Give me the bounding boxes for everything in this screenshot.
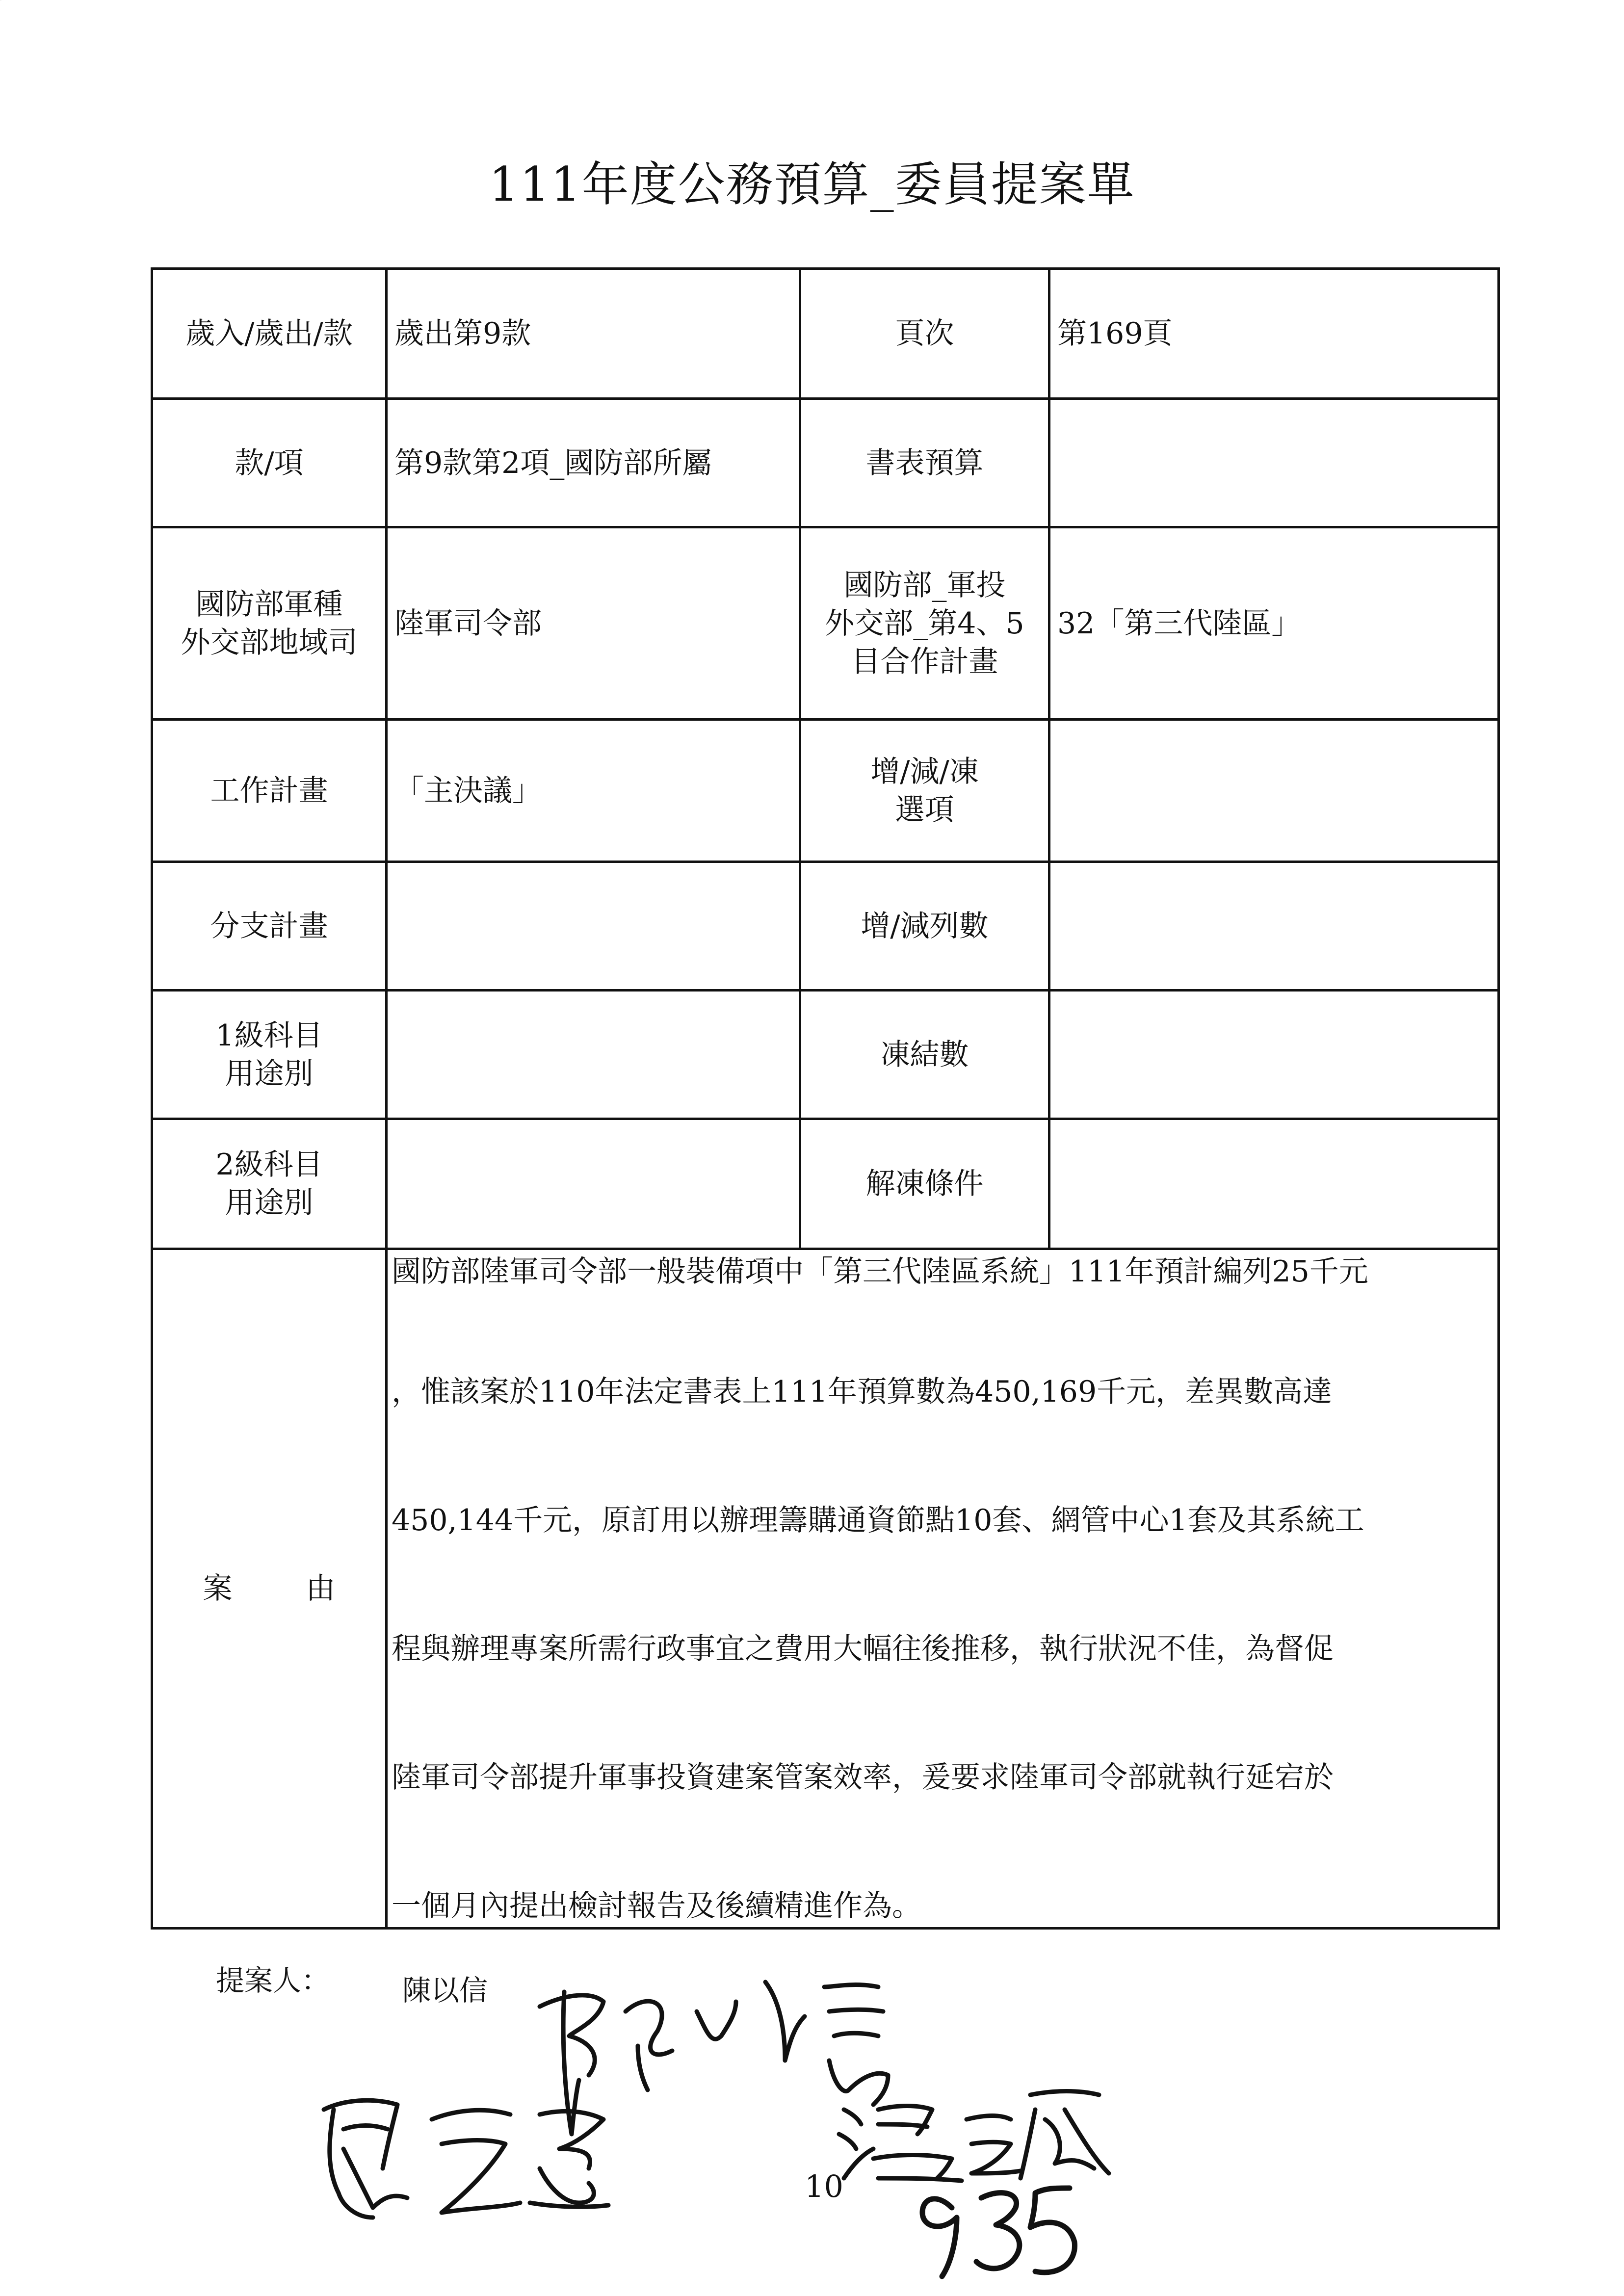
field-label-line: 增/減/凍: [870, 754, 979, 789]
field-value: 「主決議」: [387, 720, 800, 862]
handwritten-number-935: [922, 2188, 1074, 2276]
field-value: 陸軍司令部: [387, 527, 800, 720]
field-label: 分支計畫: [152, 862, 387, 991]
field-label: 歲入/歲出/款: [152, 269, 387, 399]
field-label: 增/減列數: [800, 862, 1049, 991]
page-number: 10: [805, 2168, 843, 2204]
field-label: 款/項: [152, 399, 387, 527]
field-label: 解凍條件: [800, 1119, 1049, 1249]
field-label-line: 用途別: [225, 1056, 314, 1091]
field-label-line: 國防部_軍投: [843, 568, 1006, 602]
field-label-line: 國防部軍種: [195, 587, 343, 622]
field-label-line: 目合作計畫: [851, 644, 998, 679]
proposer-label: 提案人：: [216, 1964, 330, 1997]
signature-wen-yu-hsia: [839, 2091, 1109, 2181]
signature-ma-wen-chun: [324, 2100, 608, 2218]
reason-line: 程與辦理專案所需行政事宜之費用大幅往後推移，執行狀況不佳，為督促: [392, 1632, 1334, 1666]
field-label: 凍結數: [800, 991, 1049, 1119]
field-label-line: 外交部_第4、5: [825, 606, 1024, 641]
reason-line: 陸軍司令部提升軍事投資建案管案效率，爰要求陸軍司令部就執行延宕於: [392, 1760, 1334, 1795]
signature-chen-yi-hsin: [540, 1982, 888, 2134]
proposer-name: 陳以信: [402, 1974, 488, 2007]
reason-line: 一個月內提出檢討報告及後續精進作為。: [392, 1889, 921, 1923]
reason-label-char: 由: [306, 1571, 336, 1606]
reason-label-char: 案: [203, 1571, 233, 1606]
field-label: 書表預算: [800, 399, 1049, 527]
field-label: 頁次: [800, 269, 1049, 399]
field-label-line: 1級科目: [215, 1018, 323, 1053]
field-value: 32「第三代陸區」: [1049, 527, 1499, 720]
field-label: 工作計畫: [152, 720, 387, 862]
field-label-line: 用途別: [225, 1186, 314, 1220]
field-label-line: 2級科目: [215, 1148, 323, 1182]
form-title: 111年度公務預算_委員提案單: [489, 157, 1135, 212]
field-value: 第169頁: [1049, 269, 1499, 399]
field-label-line: 外交部地域司: [181, 625, 358, 660]
field-label-line: 選項: [895, 792, 954, 827]
field-value: 第9款第2項_國防部所屬: [387, 399, 800, 527]
reason-line: 國防部陸軍司令部一般裝備項中「第三代陸區系統」111年預計編列25千元: [392, 1254, 1368, 1289]
reason-line: ，惟該案於110年法定書表上111年預算數為450,169千元，差異數高達: [392, 1375, 1333, 1409]
reason-line: 450,144千元，原訂用以辦理籌購通資節點10套、網管中心1套及其系統工: [392, 1503, 1364, 1538]
field-value: 歲出第9款: [387, 269, 800, 399]
